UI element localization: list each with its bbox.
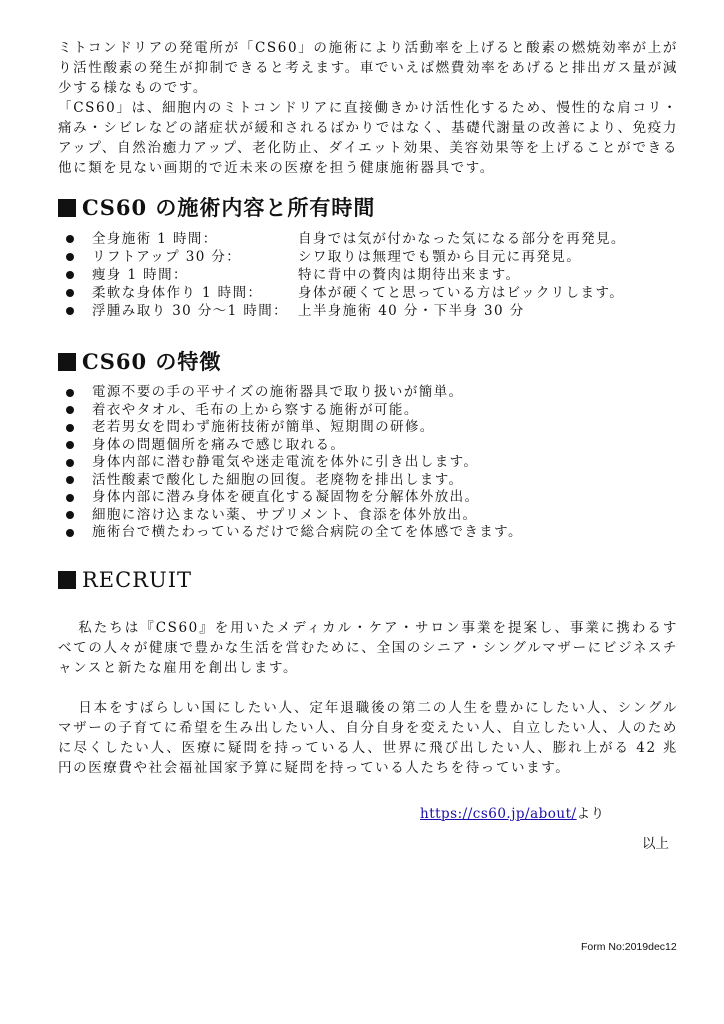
source-suffix: より (576, 806, 605, 822)
list-item (66, 419, 678, 437)
features-list (58, 384, 678, 542)
feature-text: 身体内部に潜み身体を硬直化する凝固物を分解体外放出。 (92, 489, 480, 505)
procedure-title: CS60 の施術内容と所有時間 (82, 195, 376, 220)
recruit-heading (58, 566, 678, 594)
bullet-icon (66, 494, 74, 502)
bullet-icon (66, 389, 74, 397)
document-page (58, 38, 678, 778)
procedure-desc: 上半身施術 40 分・下半身 30 分 (298, 303, 525, 319)
bullet-icon (66, 271, 74, 279)
recruit-section (58, 618, 678, 778)
procedure-list (58, 230, 678, 320)
features-heading (58, 348, 678, 376)
feature-text: 身体の問題個所を痛みで感じ取れる。 (92, 436, 346, 453)
list-item (66, 302, 678, 320)
procedure-name: 全身施術 1 時間： (92, 231, 218, 247)
source-link[interactable]: https://cs60.jp/about/ (420, 806, 577, 822)
bullet-icon (66, 511, 74, 519)
bullet-icon (66, 476, 74, 484)
recruit-paragraph: 私たちは『CS60』を用いたメディカル・ケア・サロン事業を提案し、事業に携わるすべての人々が健康で豊かな生活を営むために、全国のシニア・シングルマザーにビジネスチャンスと新たな雇用を創出します。 (58, 619, 678, 676)
feature-text: 着衣やタオル、毛布の上から察する施術が可能。 (92, 401, 419, 418)
bullet-icon (66, 459, 74, 467)
bullet-icon (66, 289, 74, 297)
list-item (66, 524, 678, 542)
procedure-name: 痩身 1 時間： (92, 267, 188, 283)
list-item (66, 489, 678, 507)
list-item (66, 472, 678, 490)
list-item (66, 284, 678, 302)
list-item (66, 437, 678, 455)
bullet-icon (66, 529, 74, 537)
list-item (66, 266, 678, 284)
procedure-desc: 身体が硬くてと思っている方はビックリします。 (298, 285, 625, 301)
procedure-heading (58, 194, 678, 222)
bullet-icon (66, 424, 74, 432)
feature-text: 老若男女を問わず施術技術が簡単、短期間の研修。 (92, 419, 435, 435)
procedure-name: リフトアップ 30 分： (92, 249, 242, 265)
feature-text: 電源不要の手の平サイズの施術器具で取り扱いが簡単。 (92, 384, 464, 400)
procedure-name: 柔軟な身体作り 1 時間： (92, 285, 263, 301)
bullet-icon (66, 253, 74, 261)
feature-text: 身体内部に潜む静電気や迷走電流を体外に引き出します。 (92, 454, 479, 470)
list-item (66, 248, 678, 266)
list-item (66, 507, 678, 525)
source-line (420, 802, 605, 822)
black-square-icon (58, 199, 76, 217)
list-item (66, 454, 678, 472)
features-title: CS60 の特徴 (82, 349, 222, 374)
recruit-title: RECRUIT (82, 567, 193, 592)
procedure-desc: 特に背中の贅肉は期待出来ます。 (298, 267, 521, 283)
procedure-name: 浮腫み取り 30 分～1 時間： (92, 303, 289, 319)
list-item (66, 384, 678, 402)
intro-section (58, 38, 678, 178)
procedure-desc: シワ取りは無理でも顎から目元に再発見。 (298, 249, 582, 265)
bullet-icon (66, 307, 74, 315)
bullet-icon (66, 406, 74, 414)
bullet-icon (66, 441, 74, 449)
procedure-desc: 自身では気が付かなった気になる部分を再発見。 (298, 231, 626, 247)
feature-text: 活性酸素で酸化した細胞の回復。老廃物を排出します。 (92, 471, 464, 488)
closing-text: 以上 (642, 836, 669, 852)
black-square-icon (58, 353, 76, 371)
bullet-icon (66, 235, 74, 243)
list-item (66, 230, 678, 248)
form-number: Form No:2019dec12 (581, 941, 677, 953)
intro-paragraph: ミトコンドリアの発電所が「CS60」の施術により活動率を上げると酸素の燃焼効率が上がり活性酸素の発生が抑制できると考えます。車でいえば燃費効率をあげると排出ガス量が減少する様なものです。 (58, 40, 678, 96)
intro-paragraph: 「CS60」は、細胞内のミトコンドリアに直接働きかけ活性化するため、慢性的な肩コリ・痛み・シビレなどの諸症状が緩和されるばかりではなく、基礎代謝量の改善により、免疫力アップ、自然治癒力アップ、老化防止、ダイエット効果、美容効果等を上げることができる他に類を見ない画期的で近未来の医療を担う健康施術器具です。 (58, 100, 678, 176)
black-square-icon (58, 571, 76, 589)
feature-text: 細胞に溶け込まない薬、サプリメント、食添を体外放出。 (92, 506, 478, 523)
recruit-paragraph: 日本をすばらしい国にしたい人、定年退職後の第二の人生を豊かにしたい人、シングルマザーの子育てに希望を生み出したい人、自分自身を変えたい人、自立したい人、人のために尽くしたい人、医療に疑問を持っている人、世界に飛び出したい人、膨れ上がる 42 兆円の医療費や社会福祉国家予算に疑問を持っている人たちを待っています。 (58, 699, 678, 776)
list-item (66, 402, 678, 420)
feature-text: 施術台で横たわっているだけで総合病院の全てを体感できます。 (92, 524, 523, 540)
